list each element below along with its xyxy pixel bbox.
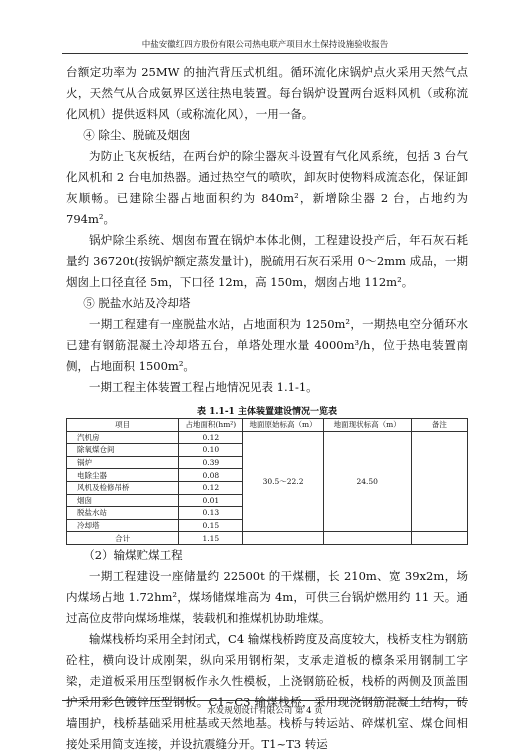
paragraph-cooling-tower: 一期工程建有一座脱盐水站，占地面积为 1250m²，一期热电空分循环水已建有钢筋混凝土冷却塔五台，单塔处理水量 4000m³/h，位于热电装置南侧，占地面积 1500m²。 — [66, 317, 468, 373]
row-area: 0.10 — [179, 444, 243, 457]
heading-dust-removal: ④ 除尘、脱硫及烟囱 — [83, 128, 191, 142]
header-current-elevation: 地面现状标高（m） — [323, 419, 411, 432]
row-name: 冷却塔 — [67, 519, 179, 532]
row-name: 风机及检修吊桥 — [67, 481, 179, 494]
total-label: 合计 — [67, 532, 179, 545]
row-name: 汽机房 — [67, 431, 179, 444]
row-area: 0.01 — [179, 494, 243, 507]
paragraph-ash-system: 为防止飞灰板结，在两台炉的除尘器灰斗设置有气化风系统，包括 3 台气化风机和 2 台电加热器。通过热空气的喷吹，卸灰时使物料成流态化，保证卸灰顺畅。已建除尘器占地面积约为 840m²，新增除尘器 2 台，占地约为 794m²。 — [66, 149, 468, 226]
row-area: 0.15 — [179, 519, 243, 532]
heading-coal-handling: （2）输煤贮煤工程 — [83, 547, 183, 562]
row-name: 脱盐水站 — [67, 507, 179, 520]
paragraph-table-intro: 一期工程主体装置工程占地情况见表 1.1-1。 — [89, 380, 318, 394]
header-original-elevation: 地面原始标高（m） — [243, 419, 323, 432]
row-name: 锅炉 — [67, 456, 179, 469]
total-value: 1.15 — [179, 532, 243, 545]
paragraph-turbine: 台额定功率为 25MW 的抽汽背压式机组。循环流化床锅炉点火采用天然气点火，天然气从合成氨界区送往热电装置。每台锅炉设置两台返料风机（或称流化风机）提供返料风（或称流化风），一用一备。 — [66, 65, 468, 121]
header-remarks: 备注 — [411, 419, 467, 432]
empty-cell — [243, 532, 323, 545]
page-header: 中盐安徽红四方股份有限公司热电联产项目水土保持设施验收报告 — [62, 38, 468, 54]
header-item: 项目 — [67, 419, 179, 432]
row-area: 0.08 — [179, 469, 243, 482]
row-name: 电除尘器 — [67, 469, 179, 482]
row-area: 0.12 — [179, 431, 243, 444]
paragraph-chimney: 锅炉除尘系统、烟囱布置在锅炉本体北侧，工程建设投产后，年石灰石耗量约 36720t(按锅炉额定蒸发量计)，脱硫用石灰石采用 0～2mm 成品，一期烟囱上口径直径 5m，下口径 12m，高 150m，烟囱占地 112m²。 — [66, 233, 468, 289]
header-area: 占地面积(hm²) — [179, 419, 243, 432]
page-footer: 水发规划设计有限公司 第 4 页 — [62, 700, 468, 716]
page-content — [66, 62, 468, 755]
row-area: 0.12 — [179, 481, 243, 494]
original-elevation-cell: 30.5～22.2 — [243, 431, 323, 532]
paragraph-coal-shed: 一期工程建设一座储量约 22500t 的干煤棚，长 210m、宽 39x2m，场内煤场占地 1.72hm²，煤场储煤堆高为 4m，可供三台锅炉燃用约 11 天。通过高位皮带向煤场堆煤，装载机和推煤机协助堆煤。 — [66, 568, 468, 625]
heading-desalination: ⑤ 脱盐水站及冷却塔 — [83, 296, 191, 310]
paragraph-trestle: 输煤栈桥均采用全封闭式，C4 输煤栈桥跨度及高度较大，栈桥支柱为钢筋砼柱，横向设计成刚架，纵向采用钢桁架，支承走道板的檩条采用钢制工字梁，走道板采用压型钢板作永久性模板，上浇钢筋砼板，栈桥的两侧及顶盖围护采用彩色镀锌压型钢板。C1~C3 输煤栈桥，采用现浇钢筋混凝土结构，砖墙围护，栈桥基础采用桩基或天然地基。栈桥与转运站、碎煤机室、煤仓间相接处采用简支连接，并设抗震缝分开。T1~T3 转运 — [66, 631, 468, 751]
row-name: 除氧煤仓间 — [67, 444, 179, 457]
empty-cell — [411, 532, 467, 545]
row-name: 烟囱 — [67, 494, 179, 507]
table-caption: 表 1.1-1 主体装置建设情况一览表 — [197, 407, 337, 417]
current-elevation-cell: 24.50 — [323, 431, 411, 532]
row-area: 0.39 — [179, 456, 243, 469]
row-area: 0.13 — [179, 507, 243, 520]
remarks-cell — [411, 431, 467, 532]
table-row — [67, 431, 468, 444]
table-total-row — [67, 532, 468, 545]
facility-table — [66, 418, 468, 545]
table-header-row — [67, 419, 468, 432]
empty-cell — [323, 532, 411, 545]
